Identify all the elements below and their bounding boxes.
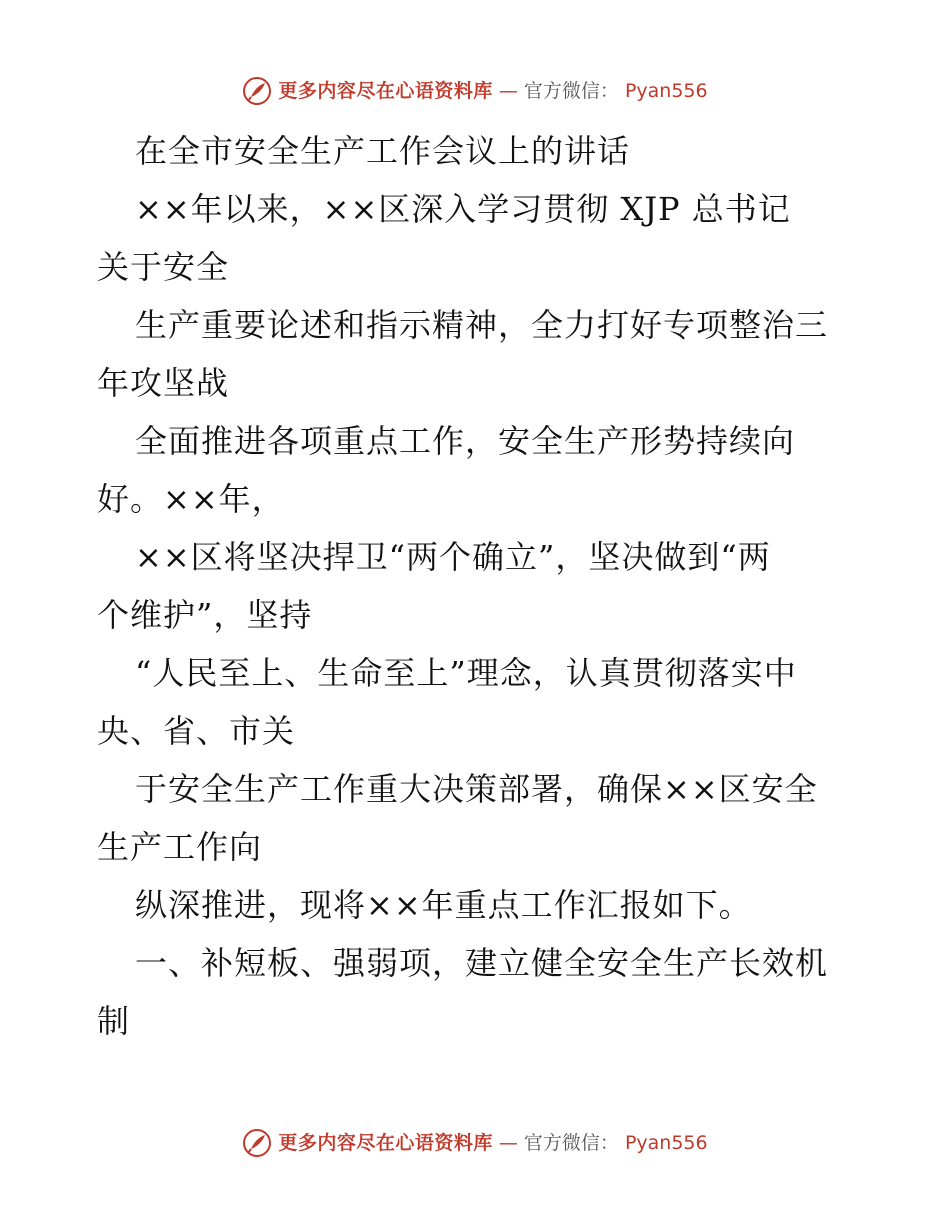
text-line: 年攻坚战 <box>97 364 230 402</box>
footer-watermark <box>0 1128 950 1158</box>
text-line: 于安全生产工作重大决策部署，确保××区安全 <box>135 770 818 808</box>
text-line: 央、省、市关 <box>97 712 296 750</box>
text-line: 个维护”，坚持 <box>97 596 313 634</box>
text-line: 全面推进各项重点工作，安全生产形势持续向 <box>135 422 796 460</box>
text-line: “人民至上、生命至上”理念，认真贯彻落实中 <box>135 654 797 692</box>
text-line: 好。××年， <box>97 480 285 518</box>
text-line: 关于安全 <box>97 248 230 286</box>
section-heading: 一、补短板、强弱项，建立健全安全生产长效机 <box>135 944 829 982</box>
text-line: ××年以来，××区深入学习贯彻 XJP 总书记 <box>135 190 791 228</box>
feather-pen-logo-icon <box>242 1128 272 1158</box>
watermark-wechat-id: Pyan556 <box>624 80 708 102</box>
watermark-wechat-id: Pyan556 <box>624 1132 708 1154</box>
document-body <box>97 122 857 1050</box>
watermark-lead-text: 更多内容尽在心语资料库 <box>278 80 493 102</box>
text-line: ××区将坚决捍卫“两个确立”，坚决做到“两 <box>135 538 771 576</box>
text-line: 制 <box>97 1002 131 1040</box>
watermark-lead-text: 更多内容尽在心语资料库 <box>278 1132 493 1154</box>
watermark-dash: — <box>498 1132 518 1154</box>
watermark-label: 官方微信： <box>523 80 619 102</box>
document-title: 在全市安全生产工作会议上的讲话 <box>135 132 631 170</box>
text-line: 生产工作向 <box>97 828 263 866</box>
text-line: 生产重要论述和指示精神，全力打好专项整治三 <box>135 306 829 344</box>
header-watermark <box>0 76 950 106</box>
watermark-label: 官方微信： <box>523 1132 619 1154</box>
text-line: 纵深推进，现将××年重点工作汇报如下。 <box>135 886 752 924</box>
watermark-dash: — <box>498 80 518 102</box>
feather-pen-logo-icon <box>242 76 272 106</box>
